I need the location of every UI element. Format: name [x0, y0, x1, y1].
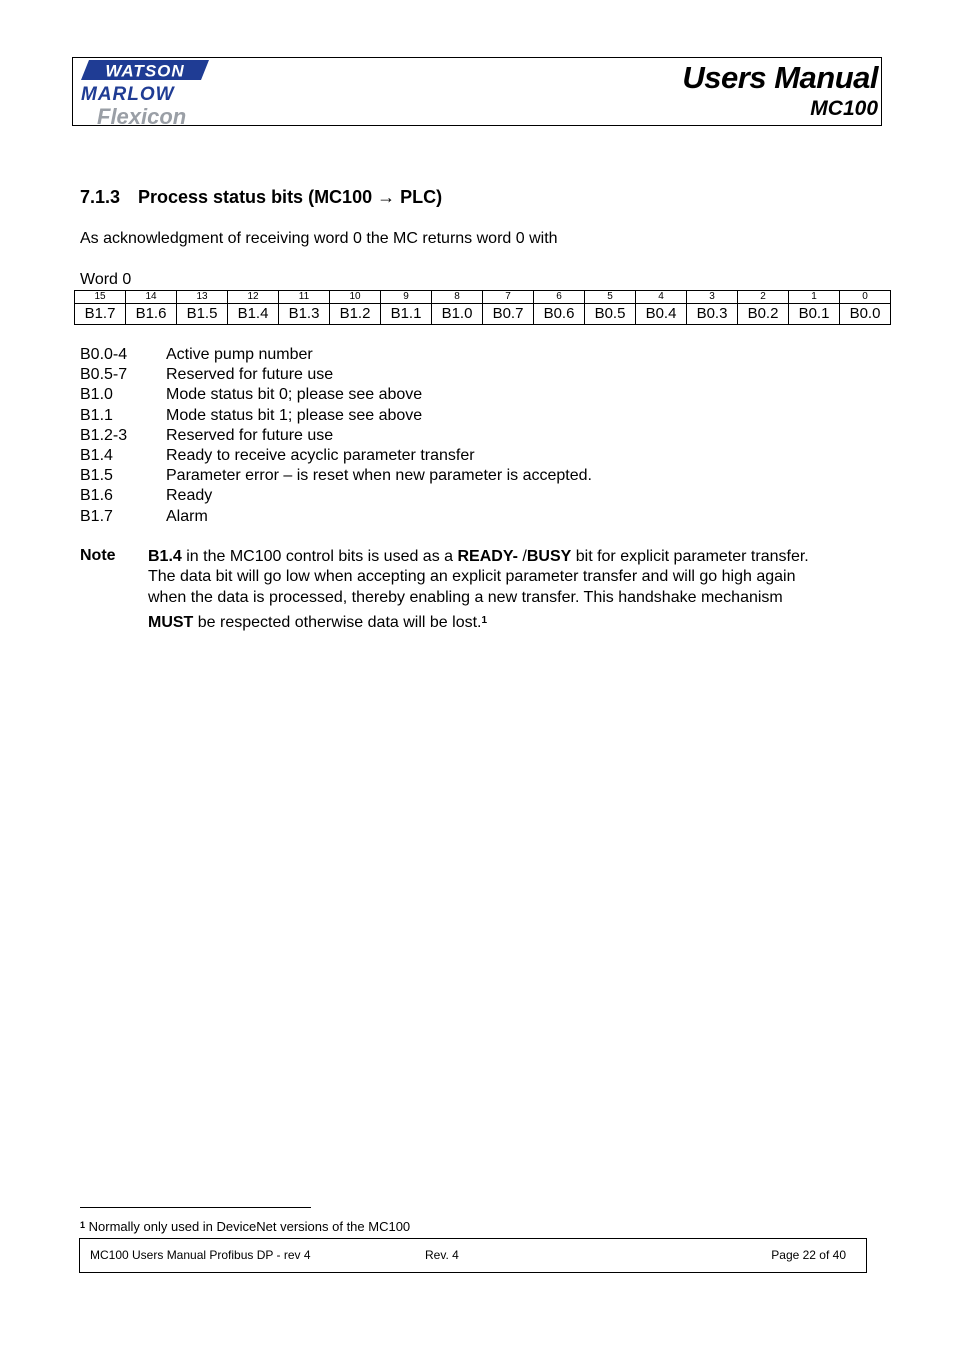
footnote-reference[interactable]: 1 [481, 614, 488, 626]
bit-index-cell: 14 [126, 291, 177, 304]
footer-document-name: MC100 Users Manual Profibus DP - rev 4 [90, 1248, 311, 1262]
bit-index-cell: 15 [75, 291, 126, 304]
definition-text: Mode status bit 0; please see above [166, 386, 423, 404]
note-bold-b14: B1.4 [148, 548, 182, 565]
bit-index-cell: 7 [483, 291, 534, 304]
bit-table [74, 290, 891, 325]
definition-text: Alarm [166, 507, 208, 525]
note-bold-must: MUST [148, 613, 194, 631]
bit-index-cell: 5 [585, 291, 636, 304]
bit-name-row [75, 304, 891, 325]
svg-text:MARLOW: MARLOW [81, 84, 175, 105]
word-label: Word 0 [80, 271, 132, 288]
svg-text:WATSON: WATSON [105, 61, 185, 81]
definition-text: Reserved for future use [166, 366, 334, 384]
footer-revision: Rev. 4 [425, 1248, 459, 1262]
definition-row [80, 426, 592, 446]
definition-code: B1.4 [80, 446, 113, 464]
bit-name-cell: B0.1 [789, 304, 840, 325]
note-body [148, 547, 888, 633]
definition-code: B1.0 [80, 386, 113, 404]
definition-code: B0.5-7 [80, 366, 128, 384]
bit-name-cell: B0.4 [636, 304, 687, 325]
definition-code: B1.2-3 [80, 426, 128, 444]
bit-name-cell: B1.0 [432, 304, 483, 325]
bit-index-cell: 0 [840, 291, 891, 304]
bit-index-cell: 12 [228, 291, 279, 304]
definition-text: Active pump number [166, 346, 313, 363]
bit-index-cell: 4 [636, 291, 687, 304]
bit-name-cell: B1.7 [75, 304, 126, 325]
definition-row [80, 486, 592, 506]
definition-code: B1.7 [80, 507, 113, 525]
product-name: MC100 [810, 97, 878, 120]
bit-index-cell: 6 [534, 291, 585, 304]
note-line-4 [148, 611, 888, 633]
definition-row [80, 345, 592, 365]
bit-name-cell: B0.2 [738, 304, 789, 325]
footnote-text: Normally only used in DeviceNet versions of the MC100 [85, 1219, 411, 1234]
note-line-2: The data bit will go low when accepting an explicit parameter transfer and will go high again [148, 568, 796, 586]
bit-index-cell: 8 [432, 291, 483, 304]
watson-marlow-flexicon-logo [77, 58, 217, 126]
note-line-3: when the data is processed, thereby enabling a new transfer. This handshake mechanism [148, 588, 783, 606]
bit-index-cell: 11 [279, 291, 330, 304]
definition-row [80, 406, 592, 426]
bit-index-cell: 9 [381, 291, 432, 304]
bit-index-cell: 3 [687, 291, 738, 304]
footnote-separator [80, 1207, 311, 1208]
bit-index-cell: 1 [789, 291, 840, 304]
footnote-number: 1 [80, 1220, 86, 1230]
note-text: be respected otherwise data will be lost. [193, 613, 482, 631]
bit-name-cell: B1.2 [330, 304, 381, 325]
bit-name-cell: B1.5 [177, 304, 228, 325]
definition-text: Parameter error – is reset when new parameter is accepted. [166, 467, 592, 485]
note-text: in the MC100 control bits is used as a [181, 548, 458, 565]
footer-page-number: Page 22 of 40 [771, 1248, 846, 1262]
bit-name-cell: B0.6 [534, 304, 585, 325]
bit-name-cell: B1.6 [126, 304, 177, 325]
definition-code: B1.5 [80, 467, 113, 485]
page-footer [79, 1238, 867, 1273]
definition-row [80, 446, 592, 466]
definition-row [80, 507, 592, 527]
definition-text: Ready [166, 487, 213, 505]
footnote [80, 1219, 410, 1234]
bit-name-cell: B0.3 [687, 304, 738, 325]
section-heading [80, 187, 442, 208]
bit-definitions-list [80, 345, 592, 527]
definition-text: Reserved for future use [166, 426, 334, 444]
intro-paragraph: As acknowledgment of receiving word 0 the MC returns word 0 with [80, 230, 558, 247]
definition-code: B1.6 [80, 487, 113, 505]
bit-name-cell: B1.1 [381, 304, 432, 325]
note-text: / [517, 548, 527, 565]
definition-row [80, 365, 592, 385]
bit-name-cell: B0.7 [483, 304, 534, 325]
svg-text:Flexicon: Flexicon [97, 104, 187, 126]
bit-name-cell: B1.3 [279, 304, 330, 325]
section-title: Process status bits (MC100 → PLC) [138, 187, 443, 207]
note-label: Note [80, 547, 116, 564]
page-header [72, 57, 882, 126]
definition-code: B0.0-4 [80, 346, 128, 363]
bit-index-cell: 2 [738, 291, 789, 304]
definition-code: B1.1 [80, 406, 113, 424]
bit-index-cell: 10 [330, 291, 381, 304]
manual-title: Users Manual [682, 60, 878, 95]
definition-row [80, 466, 592, 486]
bit-index-cell: 13 [177, 291, 228, 304]
note-text: bit for explicit parameter transfer. [571, 548, 809, 565]
definition-text: Mode status bit 1; please see above [166, 406, 423, 424]
note-line-1 [148, 547, 888, 567]
note-bold-ready: READY- [457, 548, 518, 565]
bit-name-cell: B0.0 [840, 304, 891, 325]
bit-name-cell: B0.5 [585, 304, 636, 325]
definition-text: Ready to receive acyclic parameter transfer [166, 446, 475, 464]
bit-name-cell: B1.4 [228, 304, 279, 325]
section-number: 7.1.3 [80, 187, 121, 207]
definition-row [80, 385, 592, 405]
bit-index-row [75, 291, 891, 304]
note-bold-busy: BUSY [526, 548, 572, 565]
